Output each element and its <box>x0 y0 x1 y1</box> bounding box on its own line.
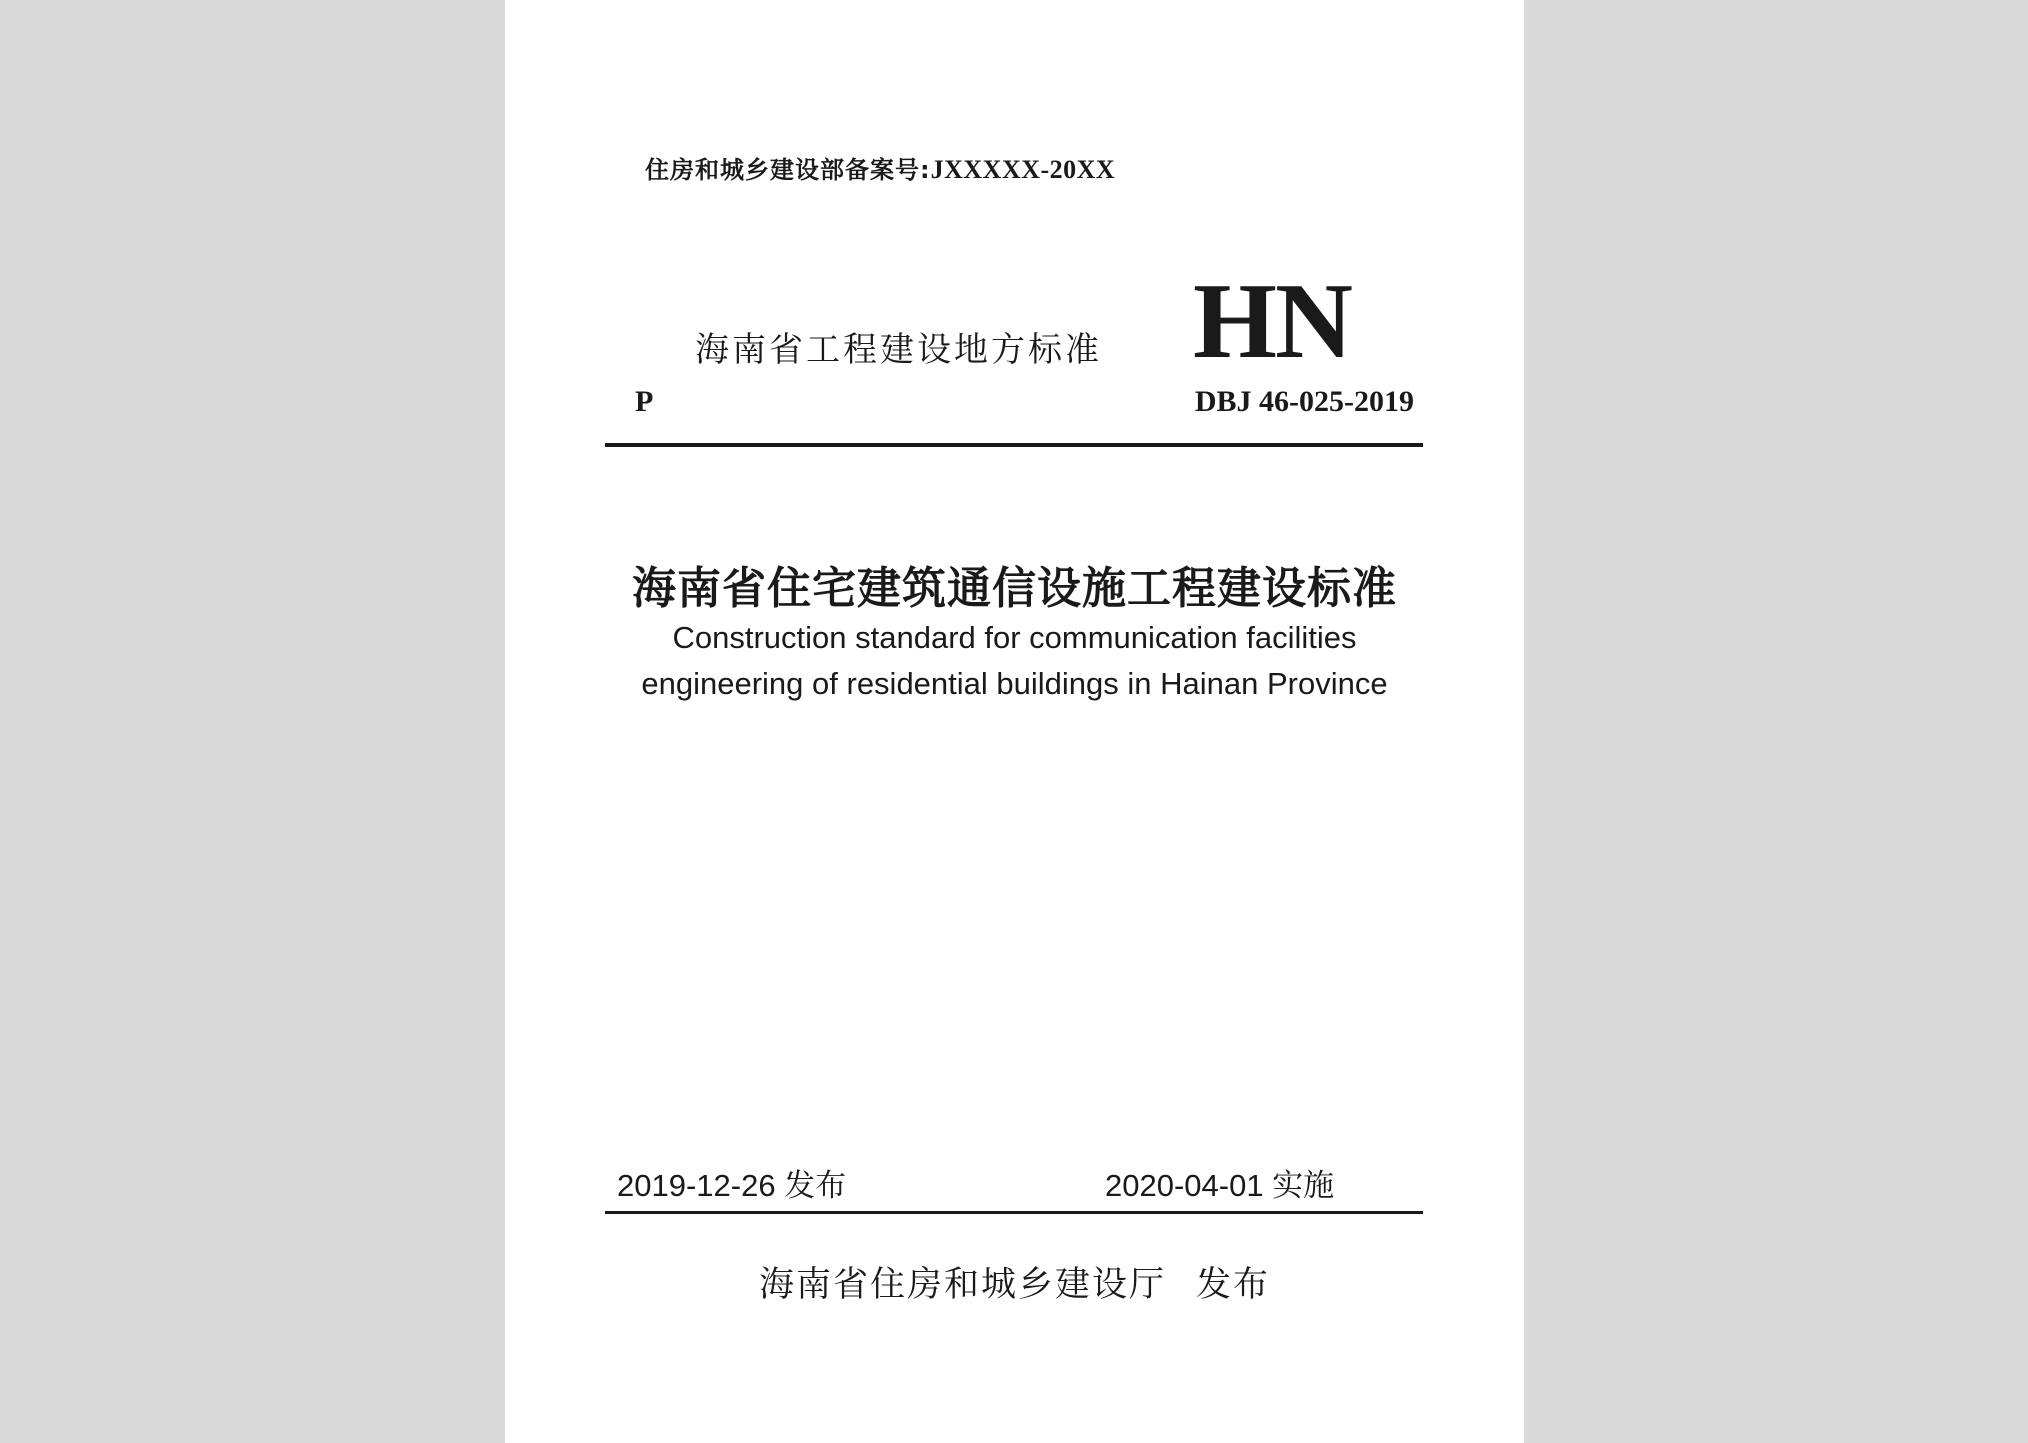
filing-number <box>645 150 1115 185</box>
document-cover <box>505 0 1524 1443</box>
standard-number: DBJ 46-025-2019 <box>1194 385 1414 418</box>
title-english-line-1: Construction standard for communication facilities <box>672 620 1357 655</box>
filing-code: JXXXXX-20XX <box>930 155 1116 184</box>
publisher-line <box>505 1257 1524 1307</box>
filing-label: 住房和城乡建设部备案号: <box>645 156 931 184</box>
issue-date: 2019-12-26 发布 <box>617 1168 847 1203</box>
implementation-date: 2020-04-01 实施 <box>1105 1168 1335 1203</box>
standard-type: 海南省工程建设地方标准 <box>695 330 1102 370</box>
classification-letter: P <box>635 385 654 418</box>
region-code-logo: HN <box>1193 262 1351 381</box>
publisher-name: 海南省住房和城乡建设厅 <box>758 1265 1166 1305</box>
top-divider <box>605 443 1423 447</box>
bottom-divider <box>605 1211 1423 1214</box>
publisher-action: 发布 <box>1196 1265 1271 1305</box>
title-english-line-2: engineering of residential buildings in Hainan Province <box>641 666 1388 701</box>
title-chinese: 海南省住宅建筑通信设施工程建设标准 <box>632 563 1397 614</box>
